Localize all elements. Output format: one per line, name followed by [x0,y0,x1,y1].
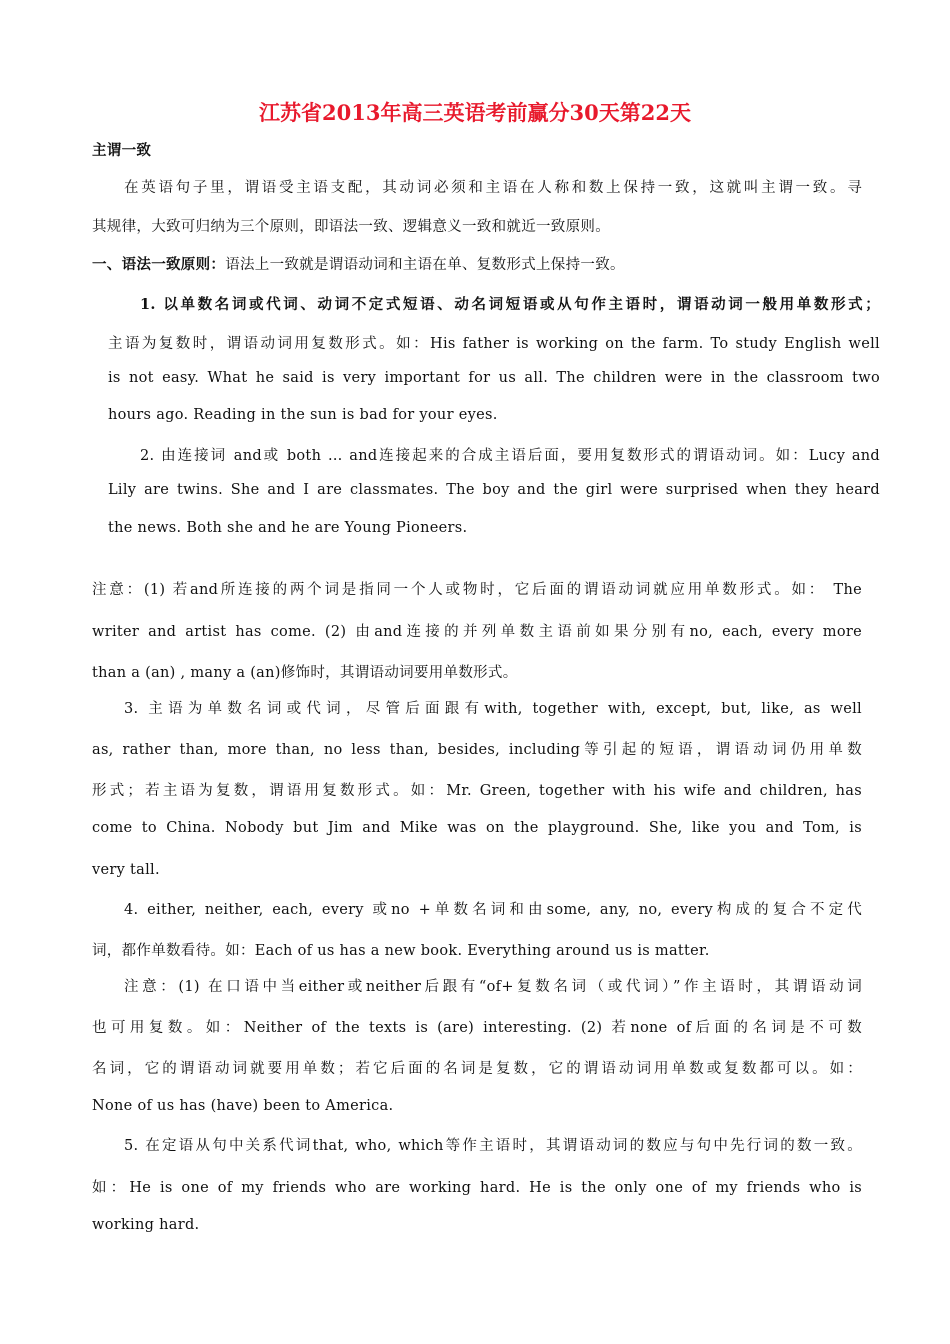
rule1-line-3: is not easy. What he said is very important for us all. The children were in the classroom two [108,370,880,386]
rule3-line-2: as, rather than, more than, no less than, besides, including等引起的短语，谓语动词仍用单数 [92,742,862,758]
principle1-label: 一、语法一致原则： [92,256,226,273]
note1-line-3: than a (an) , many a (an)修饰时，其谓语动词要用单数形式。 [92,665,518,681]
rule5-line-2: 如：He is one of my friends who are working hard. He is the only one of my friends who is [92,1180,862,1196]
document-title: 江苏省2013年高三英语考前赢分30天第22天 [259,100,691,125]
note2-line-1: 注意：(1) 在口语中当either或neither后跟有“of+复数名词（或代词）”作主语时，其谓语动词 [124,979,862,995]
note2-line-3: 名词，它的谓语动词就要用单数；若它后面的名词是复数，它的谓语动词用单数或复数都可以。如： [92,1061,862,1077]
section-heading: 主谓一致 [92,142,152,159]
note1-line-1: 注意：(1) 若and所连接的两个词是指同一个人或物时，它后面的谓语动词就应用单数形式。如： The [92,582,862,598]
rule5-line-3: working hard. [92,1217,200,1233]
rule1-line-1: 1. 以单数名词或代词、动词不定式短语、动名词短语或从句作主语时，谓语动词一般用单数形式； [140,296,880,313]
rule2-line-3: the news. Both she and he are Young Pioneers. [108,520,468,536]
rule4-line-2: 词，都作单数看待。如：Each of us has a new book. Everything around us is matter. [92,943,710,959]
rule2-line-1: 2. 由连接词 and或 both … and连接起来的合成主语后面，要用复数形式的谓语动词。如：Lucy and [140,448,880,464]
intro-line-1: 在英语句子里，谓语受主语支配，其动词必须和主语在人称和数上保持一致，这就叫主谓一致。寻 [124,180,862,196]
intro-line-2: 其规律，大致可归纳为三个原则，即语法一致、逻辑意义一致和就近一致原则。 [92,219,610,235]
rule1-line-2: 主语为复数时，谓语动词用复数形式。如：His father is working on the farm. To study English well [108,336,880,352]
rule3-line-3: 形式；若主语为复数，谓语用复数形式。如：Mr. Green, together with his wife and children, has [92,783,862,799]
rule5-line-1: 5. 在定语从句中关系代词that, who, which等作主语时，其谓语动词的数应与句中先行词的数一致。 [124,1138,862,1154]
note1-line-2: writer and artist has come. (2) 由and连接的并列单数主语前如果分别有no, each, every more [92,624,862,640]
principle1-text: 语法上一致就是谓语动词和主语在单、复数形式上保持一致。 [225,257,625,273]
rule3-line-1: 3. 主语为单数名词或代词，尽管后面跟有with, together with, except, but, like, as well [124,701,862,717]
principle1-paragraph [92,253,862,274]
rule1-line-4: hours ago. Reading in the sun is bad for your eyes. [108,407,498,423]
rule4-line-1: 4. either, neither, each, every 或no +单数名词和由some, any, no, every构成的复合不定代 [124,902,862,918]
rule2-line-2: Lily are twins. She and I are classmates. The boy and the girl were surprised when they heard [108,482,880,498]
note2-line-4: None of us has (have) been to America. [92,1098,394,1114]
rule3-line-4: come to China. Nobody but Jim and Mike was on the playground. She, like you and Tom, is [92,820,862,836]
rule3-line-5: very tall. [92,862,160,878]
note2-line-2: 也可用复数。如：Neither of the texts is (are) interesting. (2) 若none of后面的名词是不可数 [92,1020,862,1036]
